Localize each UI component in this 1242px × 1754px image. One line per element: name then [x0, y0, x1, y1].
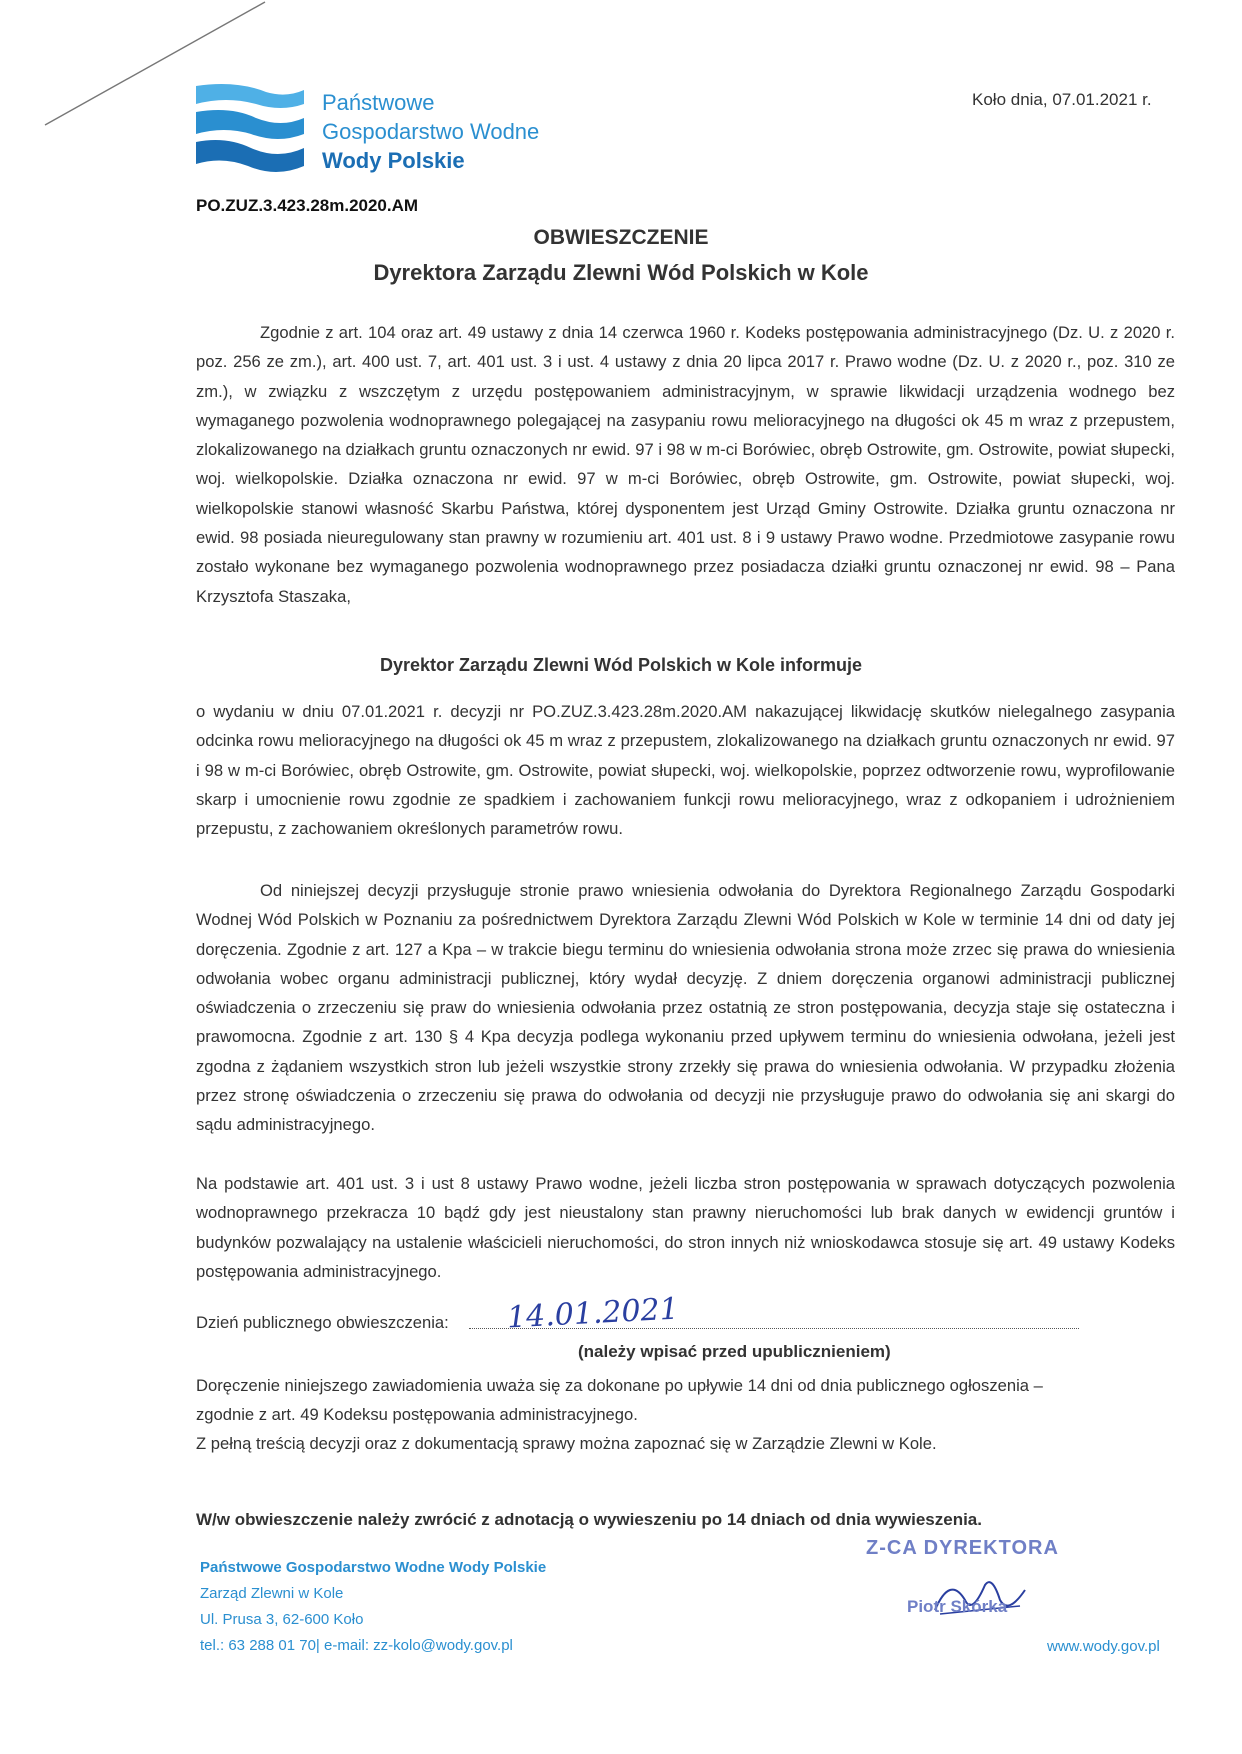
return-note: W/w obwieszczenie należy zwrócić z adnotacją o wywieszeniu po 14 dniach od dnia wywieszenia.: [196, 1510, 982, 1529]
footer-website-link[interactable]: www.wody.gov.pl: [1047, 1638, 1160, 1655]
footer-org: Państwowe Gospodarstwo Wodne Wody Polskie: [200, 1559, 547, 1576]
legal-basis-paragraph: Na podstawie art. 401 ust. 3 i ust 8 ustawy Prawo wodne, jeżeli liczba stron postępowania w sprawach dotyczących pozwolenia wodnoprawnego przekracza 10 bądź gdy jest nieustalony stan prawny nieruchomości lub brak danych w ewidencji gruntów i budynków pozwalający na ustalenie właścicieli nieruchomości, do stron innych niż wnioskodawca stosuje się art. 49 ustawy Kodeks postępowania administracyjnego.: [196, 1174, 1175, 1281]
org-line-3: Wody Polskie: [322, 148, 465, 173]
org-line-2: Gospodarstwo Wodne: [322, 119, 540, 144]
org-line-1: Państwowe: [322, 90, 435, 115]
decision-paragraph: o wydaniu w dniu 07.01.2021 r. decyzji nr PO.ZUZ.3.423.28m.2020.AM nakazującej likwidację skutków nielegalnego zasypania odcinka rowu melioracyjnego na długości ok 45 m wraz z przepustem, zlokalizowanego na działkach gruntu oznaczonych nr ewid. 97 i 98 w m-ci Borówiec, obręb Ostrowite, gm. Ostrowite, powiat słupecki, woj. wielkopolskie, poprzez odtworzenie rowu, wyprofilowanie skarp i umocnienie rowu zgodnie ze spadkiem i zachowaniem funkcji rowu melioracyjnego, wraz z odkopaniem i udrożnieniem przepustu, z zachowaniem określonych parametrów rowu.: [196, 702, 1175, 839]
footer-unit: Zarząd Zlewni w Kole: [200, 1585, 344, 1602]
publication-instruction: (należy wpisać przed upublicznieniem): [578, 1342, 891, 1361]
organization-name: [322, 88, 539, 175]
footer-contact: tel.: 63 288 01 70| e-mail: zz-kolo@wody.gov.pl: [200, 1637, 513, 1654]
waves-logo-icon: [196, 84, 304, 184]
reference-number: PO.ZUZ.3.423.28m.2020.AM: [196, 196, 419, 215]
closing-line-2: zgodnie z art. 49 Kodeksu postępowania administracyjnego.: [196, 1405, 638, 1424]
document-subtitle: Dyrektora Zarządu Zlewni Wód Polskich w Kole: [373, 260, 869, 285]
intro-paragraph: Zgodnie z art. 104 oraz art. 49 ustawy z dnia 14 czerwca 1960 r. Kodeks postępowania administracyjnego (Dz. U. z 2020 r. poz. 256 ze zm.), art. 400 ust. 7, art. 401 ust. 3 i ust. 4 ustawy z dnia 20 lipca 2017 r. Prawo wodne (Dz. U. z 2020 r., poz. 310 ze zm.), w związku z wszczętym z urzędu postępowaniem administracyjnym, w sprawie likwidacji urządzenia wodnego bez wymaganego pozwolenia wodnoprawnego polegającej na zasypaniu rowu melioracyjnego na długości ok 45 m wraz z przepustem, zlokalizowanego na działkach gruntu oznaczonych nr ewid. 97 i 98 w m-ci Borówiec, obręb Ostrowite, gm. Ostrowite, powiat słupecki, woj. wielkopolskie. Działka oznaczona nr ewid. 97 w m-ci Borówiec, obręb Ostrowite, gm. Ostrowite, powiat słupecki, woj. wielkopolskie stanowi własność Skarbu Państwa, której dysponentem jest Urząd Gminy Ostrowite. Działka gruntu oznaczona nr ewid. 98 posiada nieuregulowany stan prawny w rozumieniu art. 401 ust. 8 i 9 ustawy Prawo wodne. Przedmiotowe zasypanie rowu zostało wykonane bez wymaganego pozwolenia wodnoprawnego przez posiadacza działki gruntu oznaczonej nr ewid. 98 – Pana Krzysztofa Staszaka,: [196, 323, 1175, 606]
closing-line-3: Z pełną treścią decyzji oraz z dokumentacją sprawy można zapoznać się w Zarządzie Zlewni w Kole.: [196, 1434, 937, 1453]
publication-date-label: Dzień publicznego obwieszczenia:: [196, 1313, 449, 1332]
closing-line-1: Doręczenie niniejszego zawiadomienia uważa się za dokonane po upływie 14 dni od dnia publicznego ogłoszenia –: [196, 1376, 1043, 1395]
stamp-title: Z-CA DYREKTORA: [866, 1537, 1059, 1559]
footer-address-block: [200, 1555, 546, 1659]
document-title: OBWIESZCZENIE: [533, 226, 709, 249]
appeal-paragraph: Od niniejszej decyzji przysługuje stronie prawo wniesienia odwołania do Dyrektora Regionalnego Zarządu Gospodarki Wodnej Wód Polskich w Poznaniu za pośrednictwem Dyrektora Zarządu Zlewni Wód Polskich w Kole w terminie 14 dni od daty jej doręczenia. Zgodnie z art. 127 a Kpa – w trakcie biegu terminu do wniesienia odwołania strona może zrzec się prawa do wniesienia odwołania wobec organu administracji publicznej, który wydał decyzję. Z dniem doręczenia organowi administracji publicznej oświadczenia o zrzeczeniu się praw do wniesienia odwołania przez ostatnią ze stron postępowania, decyzja staje się ostateczna i prawomocna. Zgodnie z art. 130 § 4 Kpa decyzja podlega wykonaniu przed upływem terminu do wniesienia odwołana, jeżeli jest zgodna z żądaniem wszystkich stron lub jeżeli wszystkie strony zrzekły się prawa do wniesienia odwołania. W przypadku złożenia przez stronę oświadczenia o zrzeczeniu się prawa do odwołania od decyzji nie przysługuje prawo do odwołania się ani skargi do sądu administracyjnego.: [196, 881, 1175, 1135]
handwritten-publication-date: 14.01.2021: [506, 1291, 680, 1336]
footer-address: Ul. Prusa 3, 62-600 Koło: [200, 1611, 364, 1628]
document-date: Koło dnia, 07.01.2021 r.: [972, 90, 1152, 109]
section-heading: Dyrektor Zarządu Zlewni Wód Polskich w Kole informuje: [379, 655, 863, 675]
stamp-name: Piotr Skórka: [907, 1597, 1008, 1616]
